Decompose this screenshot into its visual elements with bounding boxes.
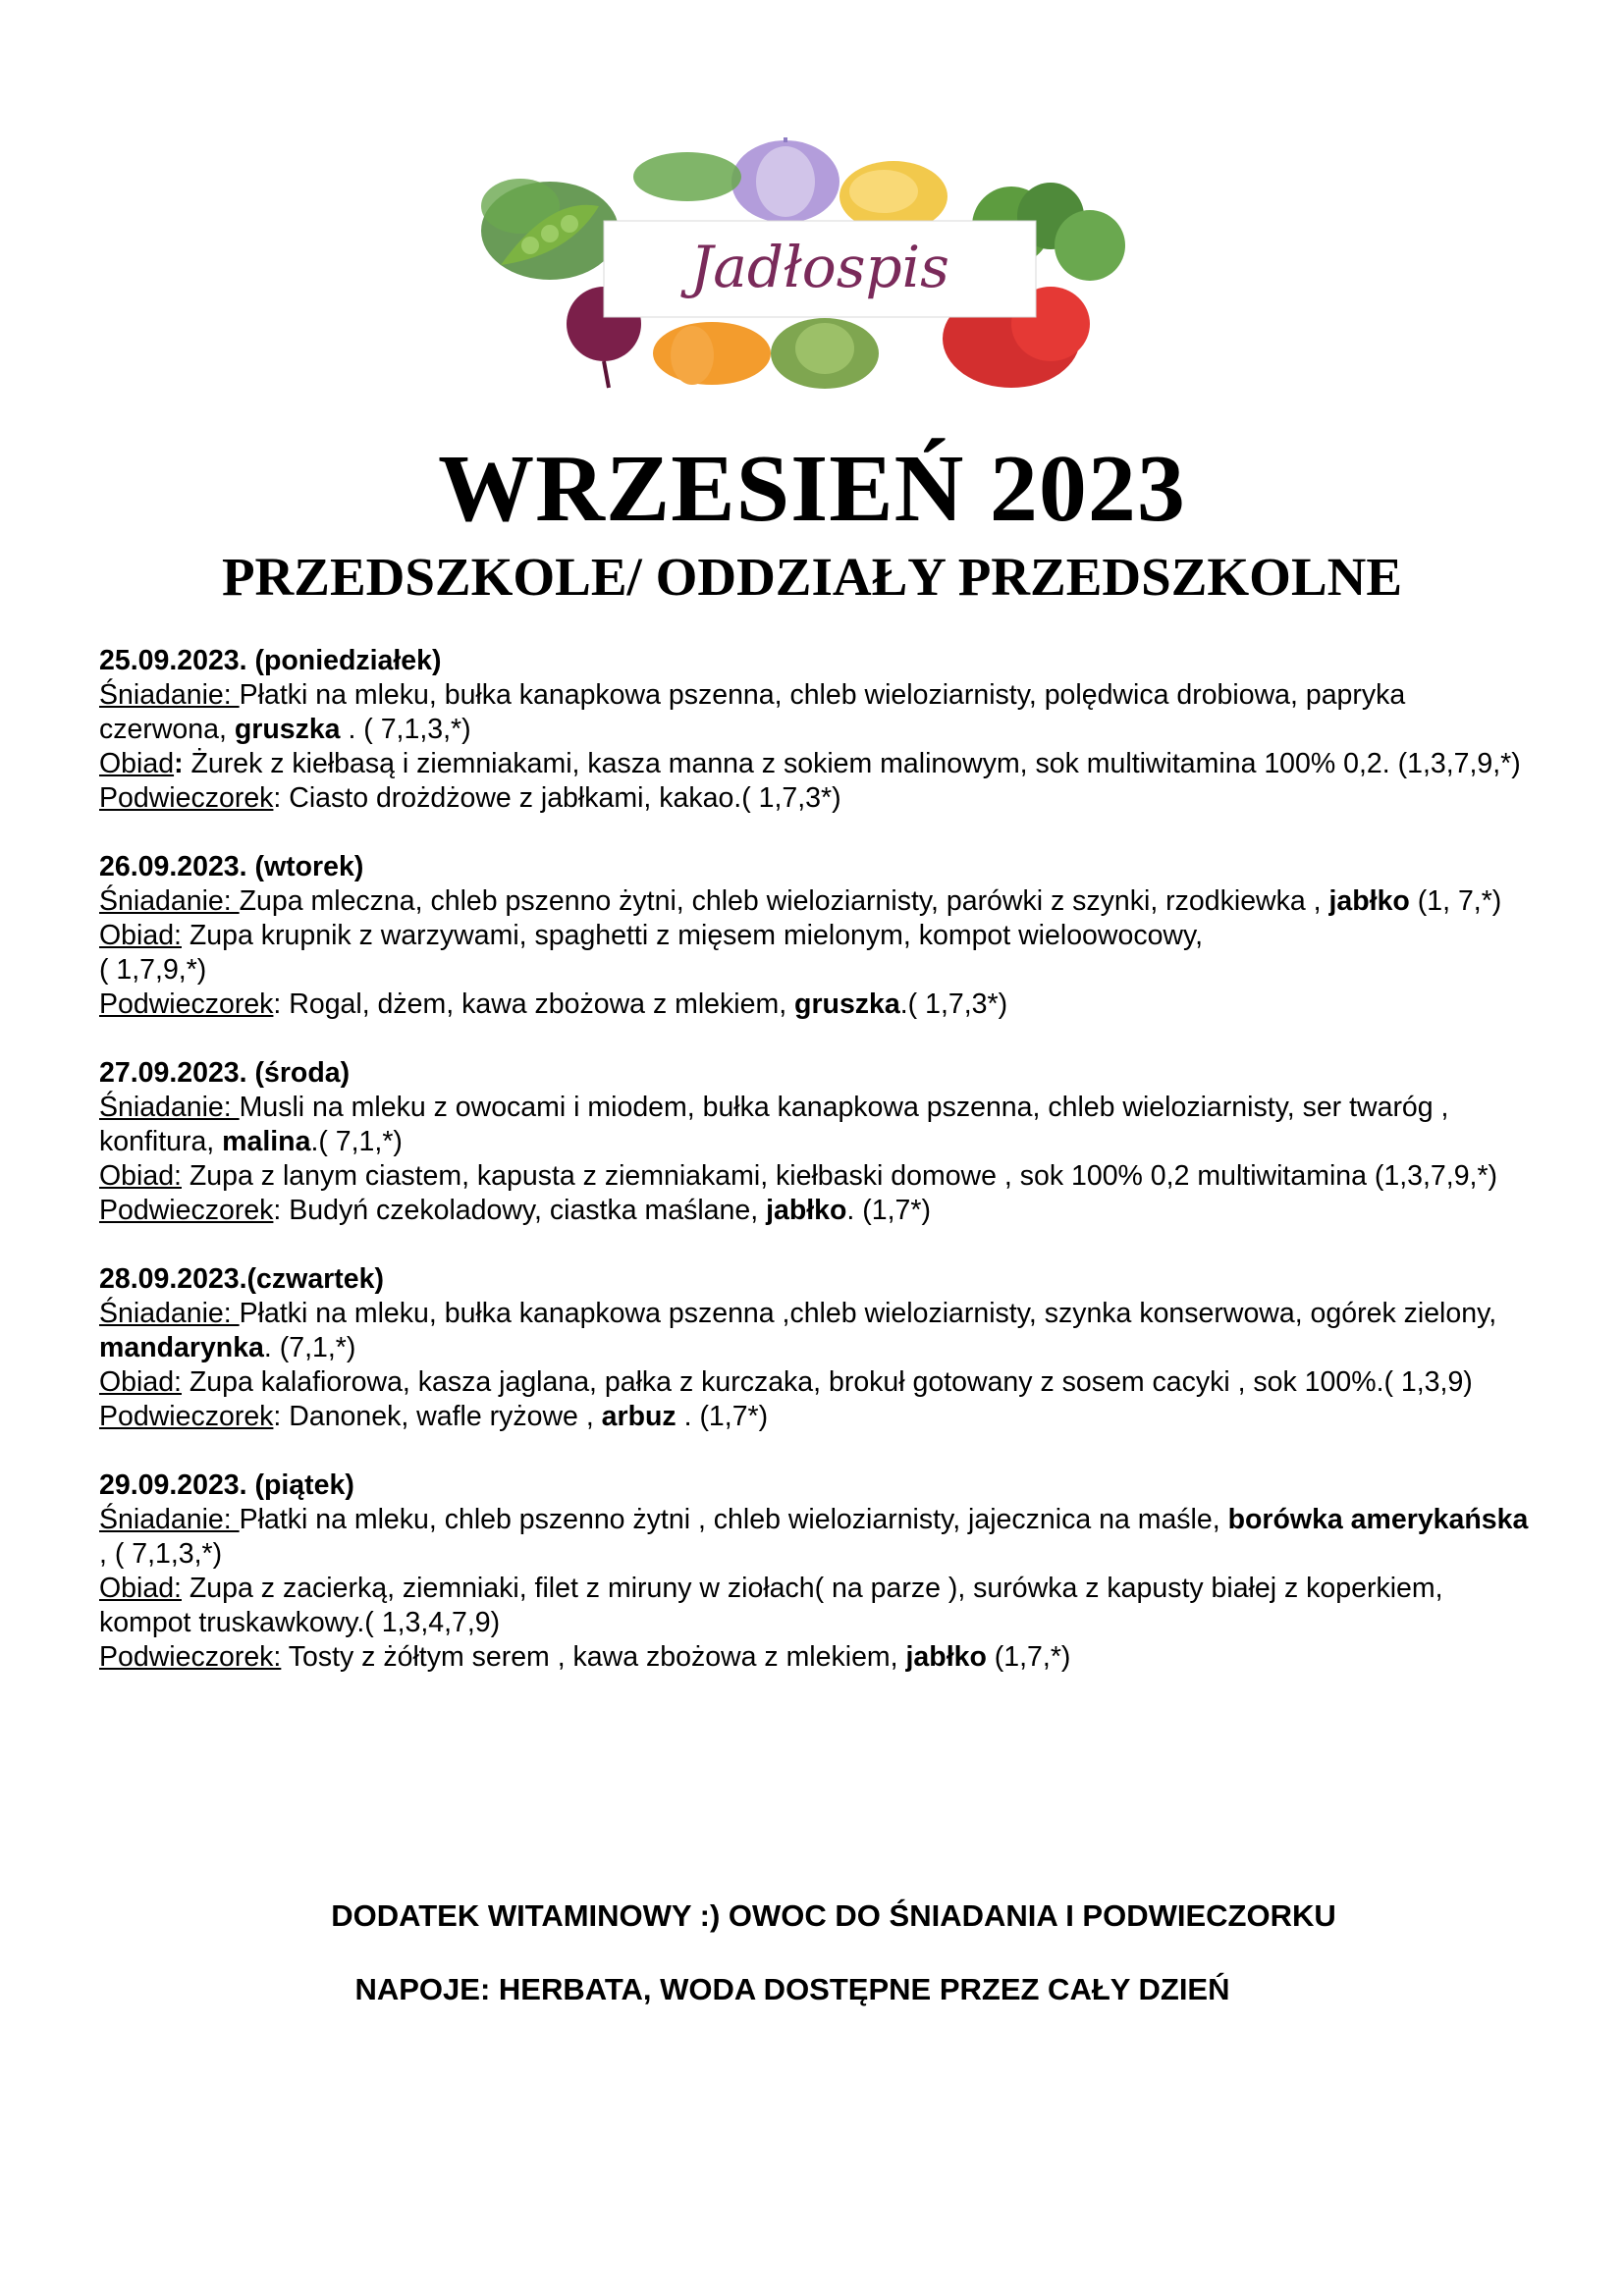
breakfast-line bbox=[99, 884, 1533, 919]
snack-allergens: (1,7,*) bbox=[986, 1641, 1071, 1673]
snack-label: Podwieczorek bbox=[99, 988, 274, 1020]
snack-fruit: jabłko bbox=[766, 1195, 847, 1226]
breakfast-text: Płatki na mleku, chleb pszenno żytni , chleb wieloziarnisty, jajecznica na maśle, bbox=[239, 1504, 1228, 1535]
snack-line bbox=[99, 1194, 1533, 1228]
snack-line bbox=[99, 1400, 1533, 1434]
menu-list bbox=[99, 644, 1533, 1709]
lunch-label: Obiad: bbox=[99, 1160, 182, 1192]
drinks-note: NAPOJE: HERBATA, WODA DOSTĘPNE PRZEZ CAŁY DZIEŃ bbox=[354, 1972, 1230, 2006]
lunch-label: Obiad: bbox=[99, 1573, 182, 1604]
breakfast-fruit: jabłko bbox=[1328, 885, 1410, 917]
breakfast-allergens: . ( 7,1,3,*) bbox=[340, 714, 471, 745]
menu-day bbox=[99, 644, 1533, 816]
breakfast-fruit: malina bbox=[222, 1126, 311, 1157]
snack-allergens: . (1,7*) bbox=[676, 1401, 769, 1432]
snack-text: : Budyń czekoladowy, ciastka maślane, bbox=[273, 1195, 767, 1226]
snack-text: : Danonek, wafle ryżowe , bbox=[273, 1401, 602, 1432]
breakfast-label: Śniadanie: bbox=[99, 1504, 240, 1535]
breakfast-line bbox=[99, 1091, 1533, 1159]
jadlospis-banner bbox=[461, 137, 1178, 391]
lunch-text: Zupa krupnik z warzywami, spaghetti z mięsem mielonym, kompot wieloowocowy, bbox=[181, 920, 1204, 951]
snack-line bbox=[99, 781, 1533, 816]
page-title: WRZESIEŃ 2023 bbox=[438, 436, 1186, 542]
day-date: 28.09.2023.(czwartek) bbox=[99, 1263, 384, 1295]
snack-line bbox=[99, 1640, 1533, 1675]
lunch-text: Zupa z zacierką, ziemniaki, filet z miruny w ziołach( na parze ), surówka z kapusty białej z koperkiem, kompot truskawkowy.( 1,3,4,7,9) bbox=[99, 1573, 1443, 1638]
lunch-line bbox=[99, 1159, 1533, 1194]
snack-fruit: arbuz bbox=[601, 1401, 677, 1432]
breakfast-label: Śniadanie: bbox=[99, 1298, 240, 1329]
snack-text: : Rogal, dżem, kawa zbożowa z mlekiem, bbox=[273, 988, 795, 1020]
lunch-label: Obiad bbox=[99, 748, 175, 779]
day-date: 26.09.2023. (wtorek) bbox=[99, 851, 364, 882]
lunch-text: Zupa kalafiorowa, kasza jaglana, pałka z kurczaka, brokuł gotowany z sosem cacyki , sok 100%.( 1,3,9) bbox=[181, 1366, 1473, 1398]
lunch-line bbox=[99, 747, 1533, 781]
breakfast-line bbox=[99, 1297, 1533, 1365]
banner-text: Jadłospis bbox=[690, 234, 949, 300]
day-date: 29.09.2023. (piątek) bbox=[99, 1469, 354, 1501]
snack-fruit: jabłko bbox=[905, 1641, 987, 1673]
snack-label: Podwieczorek: bbox=[99, 1641, 282, 1673]
snack-label: Podwieczorek bbox=[99, 782, 274, 814]
breakfast-label: Śniadanie: bbox=[99, 679, 240, 711]
breakfast-label: Śniadanie: bbox=[99, 1092, 240, 1123]
breakfast-allergens: , ( 7,1,3,*) bbox=[99, 1538, 223, 1570]
menu-day bbox=[99, 1262, 1533, 1434]
breakfast-text: Płatki na mleku, bułka kanapkowa pszenna, chleb wieloziarnisty, polędwica drobiowa, papryka czerwona, bbox=[99, 679, 1406, 745]
lunch-label: Obiad: bbox=[99, 1366, 182, 1398]
snack-allergens: . (1,7*) bbox=[846, 1195, 931, 1226]
day-date: 27.09.2023. (środa) bbox=[99, 1057, 351, 1089]
breakfast-fruit: gruszka bbox=[234, 714, 341, 745]
lunch-line bbox=[99, 1365, 1533, 1400]
breakfast-text: Zupa mleczna, chleb pszenno żytni, chleb wieloziarnisty, parówki z szynki, rzodkiewka , bbox=[239, 885, 1329, 917]
snack-line bbox=[99, 988, 1533, 1022]
day-date: 25.09.2023. (poniedziałek) bbox=[99, 645, 442, 676]
snack-label: Podwieczorek bbox=[99, 1401, 274, 1432]
lunch-line-2: ( 1,7,9,*) bbox=[99, 954, 207, 986]
breakfast-allergens: (1, 7,*) bbox=[1409, 885, 1502, 917]
vegetables-illustration bbox=[461, 137, 1178, 391]
menu-day bbox=[99, 1056, 1533, 1228]
breakfast-allergens: . (7,1,*) bbox=[263, 1332, 356, 1363]
snack-label: Podwieczorek bbox=[99, 1195, 274, 1226]
breakfast-label: Śniadanie: bbox=[99, 885, 240, 917]
snack-fruit: gruszka bbox=[794, 988, 900, 1020]
breakfast-allergens: .( 7,1,*) bbox=[310, 1126, 403, 1157]
menu-day bbox=[99, 850, 1533, 1022]
lunch-line bbox=[99, 1572, 1533, 1640]
vitamin-note: DODATEK WITAMINOWY :) OWOC DO ŚNIADANIA I PODWIECZORKU bbox=[331, 1898, 1336, 1933]
lunch-text: Zupa z lanym ciastem, kapusta z ziemniakami, kiełbaski domowe , sok 100% 0,2 multiwitamina (1,3,7,9,*) bbox=[181, 1160, 1498, 1192]
page-subtitle: PRZEDSZKOLE/ ODDZIAŁY PRZEDSZKOLNE bbox=[221, 547, 1403, 607]
lunch-colon: : bbox=[174, 748, 184, 779]
breakfast-text: Płatki na mleku, bułka kanapkowa pszenna ,chleb wieloziarnisty, szynka konserwowa, ogórek zielony, bbox=[239, 1298, 1497, 1329]
lunch-label: Obiad: bbox=[99, 920, 182, 951]
menu-day bbox=[99, 1468, 1533, 1675]
breakfast-line bbox=[99, 678, 1533, 747]
snack-allergens: .( 1,7,3*) bbox=[899, 988, 1008, 1020]
snack-text: : Ciasto drożdżowe z jabłkami, kakao.( 1,7,3*) bbox=[273, 782, 841, 814]
breakfast-fruit: mandarynka bbox=[99, 1332, 264, 1363]
lunch-line bbox=[99, 919, 1533, 953]
lunch-text: Żurek z kiełbasą i ziemniakami, kasza manna z sokiem malinowym, sok multiwitamina 100% 0,2. (1,3,7,9,*) bbox=[183, 748, 1521, 779]
breakfast-text: Musli na mleku z owocami i miodem, bułka kanapkowa pszenna, chleb wieloziarnisty, ser twaróg , konfitura, bbox=[99, 1092, 1449, 1157]
breakfast-line bbox=[99, 1503, 1533, 1572]
breakfast-fruit: borówka amerykańska bbox=[1227, 1504, 1529, 1535]
snack-text: Tosty z żółtym serem , kawa zbożowa z mlekiem, bbox=[281, 1641, 906, 1673]
